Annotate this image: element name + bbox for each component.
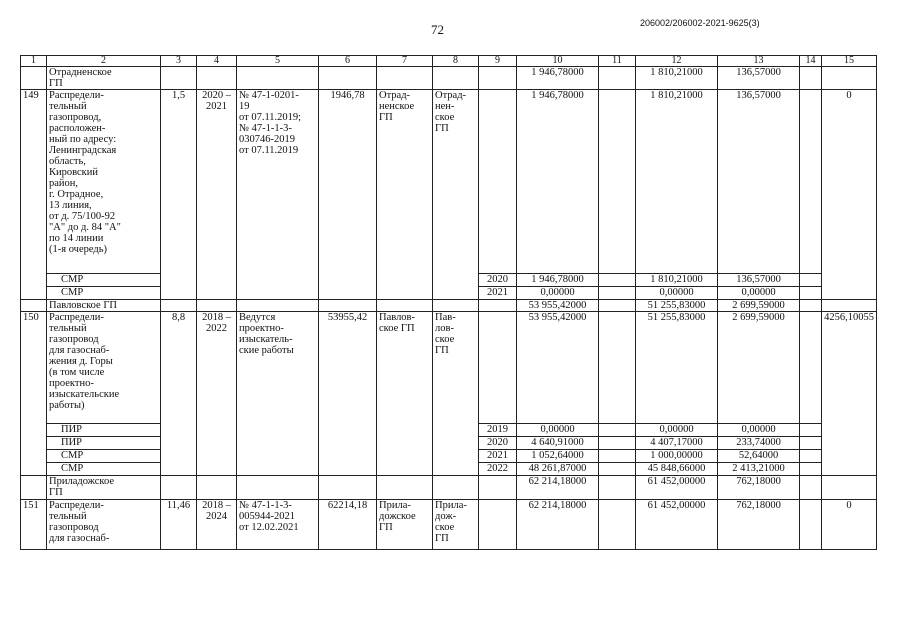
column-number: 14 <box>800 56 822 67</box>
regional-budget-amount: 0,00000 <box>636 424 718 437</box>
local-budget-amount: 2 699,59000 <box>718 312 800 424</box>
total-amount: 62 214,18000 <box>517 500 599 550</box>
column-number: 10 <box>517 56 599 67</box>
stage-year: 2020 <box>479 274 517 287</box>
investment-table <box>20 55 877 550</box>
length-km: 8,8 <box>161 312 197 476</box>
subtotal-row-priladozhskoe <box>21 476 877 500</box>
local-budget-amount: 136,57000 <box>718 274 800 287</box>
row-number: 149 <box>21 90 47 274</box>
local-budget-amount: 0,00000 <box>718 287 800 300</box>
local-budget-amount: 233,74000 <box>718 437 800 450</box>
settlement-name: Отрадненское ГП <box>47 67 161 90</box>
construction-period: 2018 – 2022 <box>197 312 237 476</box>
stage-type: СМР <box>47 450 161 463</box>
column-number: 8 <box>433 56 479 67</box>
local-budget-amount: 136,57000 <box>718 67 800 90</box>
total-amount: 53 955,42000 <box>517 312 599 424</box>
construction-period: 2018 – 2024 <box>197 500 237 550</box>
stage-type: СМР <box>47 287 161 300</box>
object-name: Распредели- тельный газопровод для газоснаб- <box>47 500 161 550</box>
total-amount: 62 214,18000 <box>517 476 599 500</box>
settlement-name: Приладожское ГП <box>47 476 161 500</box>
stage-year: 2022 <box>479 463 517 476</box>
expertise-conclusion: № 47-1-0201- 19 от 07.11.2019; № 47-1-1-3- 030746-2019 от 07.11.2019 <box>237 90 319 300</box>
customer: Отрад- ненское ГП <box>377 90 433 300</box>
page-number: 72 <box>431 22 444 37</box>
regional-budget-amount: 1 810,21000 <box>636 90 718 274</box>
estimated-cost: 62214,18 <box>319 500 377 550</box>
column-number: 4 <box>197 56 237 67</box>
column-number-row <box>21 56 877 67</box>
local-budget-amount: 52,64000 <box>718 450 800 463</box>
total-amount: 1 946,78000 <box>517 67 599 90</box>
total-amount: 53 955,42000 <box>517 300 599 312</box>
stage-year: 2021 <box>479 450 517 463</box>
column-number: 15 <box>822 56 877 67</box>
column-15-value: 0 <box>822 90 877 274</box>
total-amount: 1 946,78000 <box>517 274 599 287</box>
regional-budget-amount: 61 452,00000 <box>636 476 718 500</box>
column-number: 12 <box>636 56 718 67</box>
stage-year: 2020 <box>479 437 517 450</box>
object-row-150 <box>21 312 877 424</box>
stage-type: СМР <box>47 463 161 476</box>
length-km: 1,5 <box>161 90 197 300</box>
regional-budget-amount: 51 255,83000 <box>636 300 718 312</box>
column-number: 2 <box>47 56 161 67</box>
column-number: 7 <box>377 56 433 67</box>
column-number: 13 <box>718 56 800 67</box>
column-number: 6 <box>319 56 377 67</box>
subtotal-row-pavlovskoe <box>21 300 877 312</box>
subtotal-row-otradnenskoe <box>21 67 877 90</box>
estimated-cost: 53955,42 <box>319 312 377 476</box>
column-15-value: 0 <box>822 500 877 550</box>
object-name: Распредели- тельный газопровод, расположен- ный по адресу: Ленинградская область, Кировский район, г. Отрадное, 13 линия, от д. 75/100-92 "А" до д. 84 "А" по 14 линии (1-я очередь) <box>47 90 161 274</box>
stage-year: 2021 <box>479 287 517 300</box>
local-budget-amount: 762,18000 <box>718 500 800 550</box>
object-name: Распредели- тельный газопровод для газоснаб- жения д. Горы (в том числе проектно- изыскательские работы) <box>47 312 161 424</box>
estimated-cost: 1946,78 <box>319 90 377 300</box>
stage-year: 2019 <box>479 424 517 437</box>
regional-budget-amount: 1 810,21000 <box>636 67 718 90</box>
column-number: 9 <box>479 56 517 67</box>
stage-type: ПИР <box>47 437 161 450</box>
customer: Павлов- ское ГП <box>377 312 433 476</box>
local-budget-amount: 0,00000 <box>718 424 800 437</box>
settlement: Отрад- нен- ское ГП <box>433 90 479 300</box>
customer: Прила- дожское ГП <box>377 500 433 550</box>
total-amount: 0,00000 <box>517 424 599 437</box>
regional-budget-amount: 61 452,00000 <box>636 500 718 550</box>
length-km: 11,46 <box>161 500 197 550</box>
local-budget-amount: 762,18000 <box>718 476 800 500</box>
object-row-149 <box>21 90 877 274</box>
object-row-151 <box>21 500 877 550</box>
construction-period: 2020 – 2021 <box>197 90 237 300</box>
stage-type: СМР <box>47 274 161 287</box>
document-code: 206002/206002-2021-9625(3) <box>640 18 760 28</box>
stage-type: ПИР <box>47 424 161 437</box>
regional-budget-amount: 51 255,83000 <box>636 312 718 424</box>
expertise-conclusion: Ведутся проектно- изыскатель- ские работы <box>237 312 319 476</box>
local-budget-amount: 2 699,59000 <box>718 300 800 312</box>
regional-budget-amount: 45 848,66000 <box>636 463 718 476</box>
total-amount: 4 640,91000 <box>517 437 599 450</box>
column-15-value: 4256,10055 <box>822 312 877 424</box>
column-number: 5 <box>237 56 319 67</box>
regional-budget-amount: 1 810,21000 <box>636 274 718 287</box>
settlement: Пав- лов- ское ГП <box>433 312 479 476</box>
expertise-conclusion: № 47-1-1-3- 005944-2021 от 12.02.2021 <box>237 500 319 550</box>
regional-budget-amount: 4 407,17000 <box>636 437 718 450</box>
local-budget-amount: 136,57000 <box>718 90 800 274</box>
total-amount: 0,00000 <box>517 287 599 300</box>
regional-budget-amount: 0,00000 <box>636 287 718 300</box>
row-number: 150 <box>21 312 47 424</box>
settlement: Прила- дож- ское ГП <box>433 500 479 550</box>
row-number: 151 <box>21 500 47 550</box>
column-number: 11 <box>599 56 636 67</box>
settlement-name: Павловское ГП <box>47 300 161 312</box>
local-budget-amount: 2 413,21000 <box>718 463 800 476</box>
regional-budget-amount: 1 000,00000 <box>636 450 718 463</box>
column-number: 3 <box>161 56 197 67</box>
column-number: 1 <box>21 56 47 67</box>
total-amount: 1 946,78000 <box>517 90 599 274</box>
total-amount: 1 052,64000 <box>517 450 599 463</box>
total-amount: 48 261,87000 <box>517 463 599 476</box>
